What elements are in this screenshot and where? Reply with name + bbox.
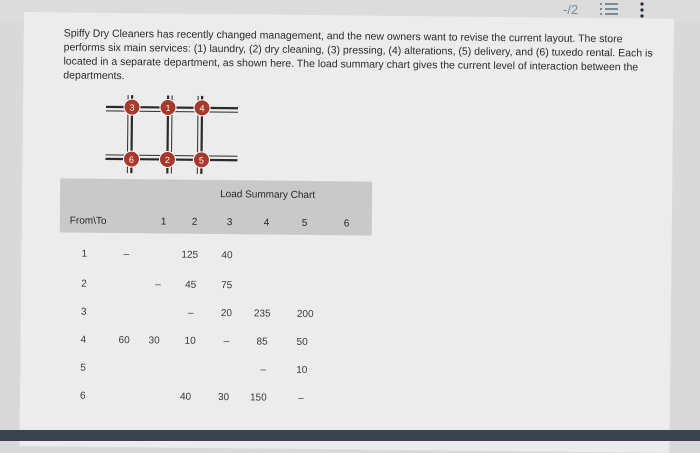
load-chart-title-bar: [60, 178, 372, 213]
row-label: 5: [80, 362, 86, 374]
from-to-label: From\To: [69, 215, 107, 227]
row-label: 6: [79, 390, 86, 402]
row-label: 3: [80, 306, 87, 318]
department-layout-diagram: [97, 93, 248, 177]
list-icon[interactable]: [600, 2, 618, 16]
load-cell: 30: [148, 335, 160, 347]
load-cell: 85: [256, 336, 268, 348]
column-header: 1: [160, 216, 167, 228]
load-cell: 10: [184, 335, 196, 347]
svg-text:3: 3: [129, 102, 135, 113]
load-cell: –: [223, 336, 230, 348]
column-header: 2: [191, 216, 198, 228]
column-header: 6: [343, 218, 350, 230]
problem-sheet: [19, 12, 674, 453]
svg-text:4: 4: [199, 103, 205, 114]
load-cell: 45: [185, 279, 197, 291]
department-node-top-1: [124, 99, 140, 115]
row-label: 4: [80, 334, 87, 346]
svg-text:6: 6: [128, 154, 135, 165]
department-node-bottom-1: [123, 151, 139, 167]
svg-text:1: 1: [165, 102, 171, 114]
load-cell: 200: [296, 308, 314, 321]
load-cell: –: [123, 249, 130, 261]
row-label: 2: [81, 278, 87, 290]
taskbar-strip: [0, 430, 700, 441]
department-node-top-2: [160, 99, 176, 115]
column-header: 3: [226, 217, 233, 229]
load-cell: 20: [220, 308, 233, 320]
row-label: 1: [81, 248, 88, 260]
load-cell: 125: [181, 249, 199, 261]
more-vertical-icon[interactable]: [639, 1, 645, 19]
column-header: 4: [263, 217, 270, 229]
department-node-bottom-3: [193, 152, 209, 168]
department-node-top-3: [194, 100, 210, 116]
load-chart-header-row: [60, 210, 372, 235]
load-chart-title: Load Summary Chart: [220, 189, 316, 202]
load-cell: –: [260, 364, 266, 376]
load-cell: 50: [296, 336, 308, 348]
problem-statement: Spiffy Dry Cleaners has recently changed management, and the new owners want to revise the current layout. The store performs six main services: (1) laundry, (2) dry cleaning, (3) pressing, (4) alterations, (5) delivery, and (6) tuxedo rental. Each is located in a separate department, as shown here. The load summary chart gives the current level of interaction between the departments.: [63, 27, 653, 83]
load-cell: 235: [253, 308, 271, 320]
department-node-bottom-2: [159, 151, 175, 167]
load-cell: –: [297, 392, 304, 404]
load-cell: 150: [249, 392, 267, 404]
page-indicator: -/2: [563, 2, 579, 17]
load-cell: –: [155, 279, 161, 291]
load-cell: –: [187, 307, 194, 319]
load-cell: 40: [221, 250, 233, 262]
column-header: 5: [301, 217, 308, 229]
load-cell: 75: [221, 280, 233, 292]
load-cell: 10: [296, 364, 308, 376]
load-cell: 30: [217, 392, 230, 404]
svg-text:2: 2: [164, 154, 171, 166]
load-cell: 40: [179, 391, 192, 403]
svg-text:5: 5: [198, 155, 205, 166]
load-cell: 60: [118, 335, 130, 347]
